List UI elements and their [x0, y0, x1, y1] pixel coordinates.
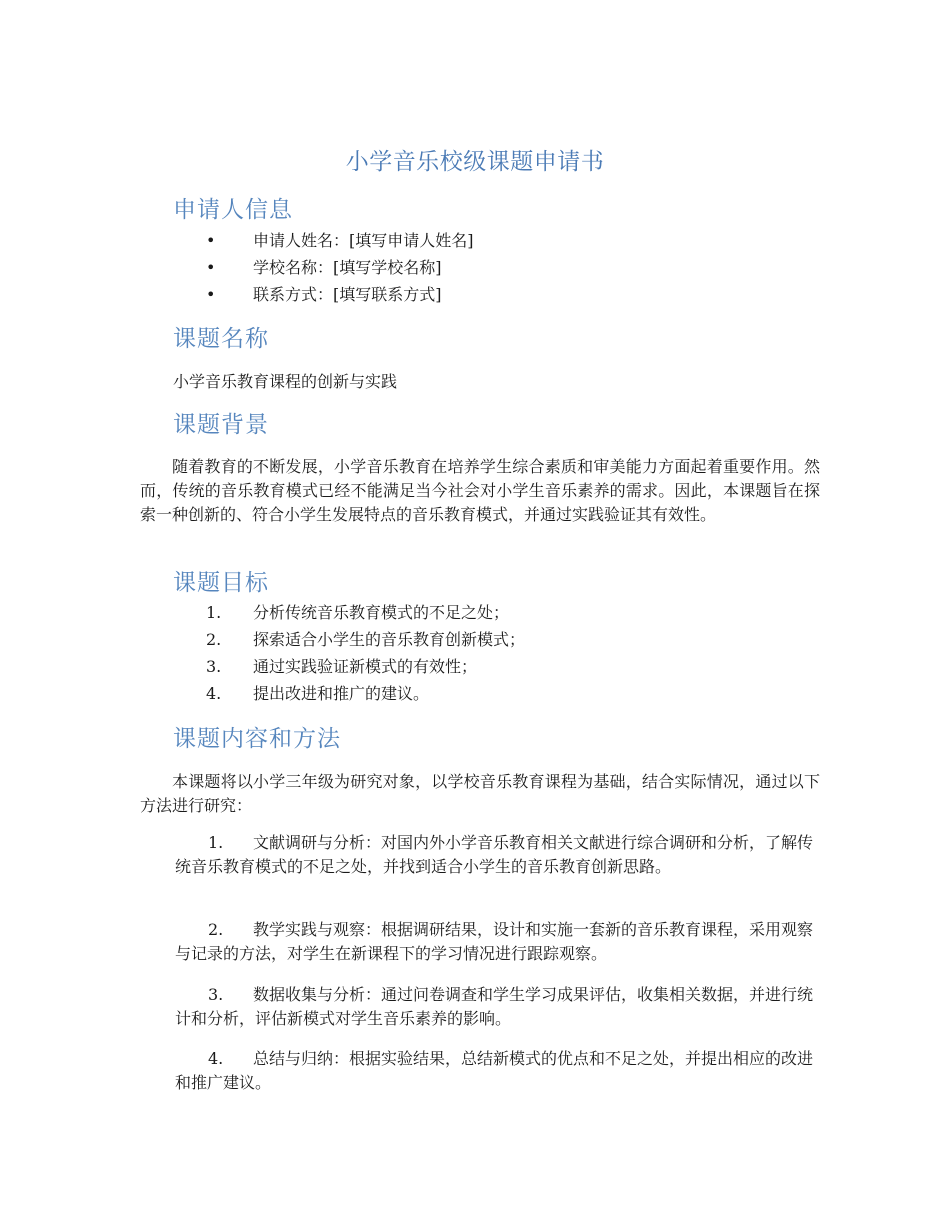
method-text: 总结与归纳：根据实验结果，总结新模式的优点和不足之处，并提出相应的改进和推广建议。 — [175, 1049, 814, 1092]
method-item — [175, 918, 820, 966]
topic-name-text: 小学音乐教育课程的创新与实践 — [173, 372, 398, 391]
bullet-marker: • — [206, 258, 216, 277]
goal-item: 提出改进和推广的建议。 — [253, 684, 430, 703]
school-name-item: 学校名称：[填写学校名称] — [253, 258, 442, 277]
method-text: 数据收集与分析：通过问卷调查和学生学习成果评估，收集相关数据，并进行统计和分析，评估新模式对学生音乐素养的影响。 — [175, 985, 814, 1028]
list-number: 4. — [208, 1049, 224, 1068]
list-number: 2. — [206, 630, 222, 649]
list-number: 2. — [208, 920, 224, 939]
goal-item: 分析传统音乐教育模式的不足之处； — [253, 603, 510, 622]
bullet-marker: • — [206, 285, 216, 304]
method-text: 教学实践与观察：根据调研结果，设计和实施一套新的音乐教育课程，采用观察与记录的方法，对学生在新课程下的学习情况进行跟踪观察。 — [175, 920, 814, 963]
section-heading-background: 课题背景 — [173, 412, 269, 438]
list-number: 4. — [206, 684, 222, 703]
list-number: 3. — [206, 657, 222, 676]
list-number: 1. — [206, 603, 222, 622]
background-paragraph: 随着教育的不断发展，小学音乐教育在培养学生综合素质和审美能力方面起着重要作用。然而，传统的音乐教育模式已经不能满足当今社会对小学生音乐素养的需求。因此，本课题旨在探索一种创新的、符合小学生发展特点的音乐教育模式，并通过实践验证其有效性。 — [140, 457, 820, 524]
applicant-name-item: 申请人姓名：[填写申请人姓名] — [253, 231, 474, 250]
section-heading-applicant: 申请人信息 — [173, 197, 293, 223]
goal-item: 通过实践验证新模式的有效性； — [253, 657, 478, 676]
section-heading-goals: 课题目标 — [173, 570, 269, 596]
contact-item: 联系方式：[填写联系方式] — [253, 285, 442, 304]
list-number: 1. — [208, 833, 224, 852]
goal-item: 探索适合小学生的音乐教育创新模式； — [253, 630, 526, 649]
method-item — [175, 983, 820, 1031]
method-item — [175, 831, 820, 879]
method-text: 文献调研与分析：对国内外小学音乐教育相关文献进行综合调研和分析，了解传统音乐教育模式的不足之处，并找到适合小学生的音乐教育创新思路。 — [175, 833, 814, 876]
list-number: 3. — [208, 985, 224, 1004]
section-heading-topic-name: 课题名称 — [173, 326, 269, 352]
document-title: 小学音乐校级课题申请书 — [345, 149, 605, 175]
section-heading-methods: 课题内容和方法 — [173, 726, 341, 752]
method-item — [175, 1047, 820, 1095]
methods-intro-paragraph: 本课题将以小学三年级为研究对象，以学校音乐教育课程为基础，结合实际情况，通过以下方法进行研究： — [140, 772, 820, 815]
bullet-marker: • — [206, 231, 216, 250]
